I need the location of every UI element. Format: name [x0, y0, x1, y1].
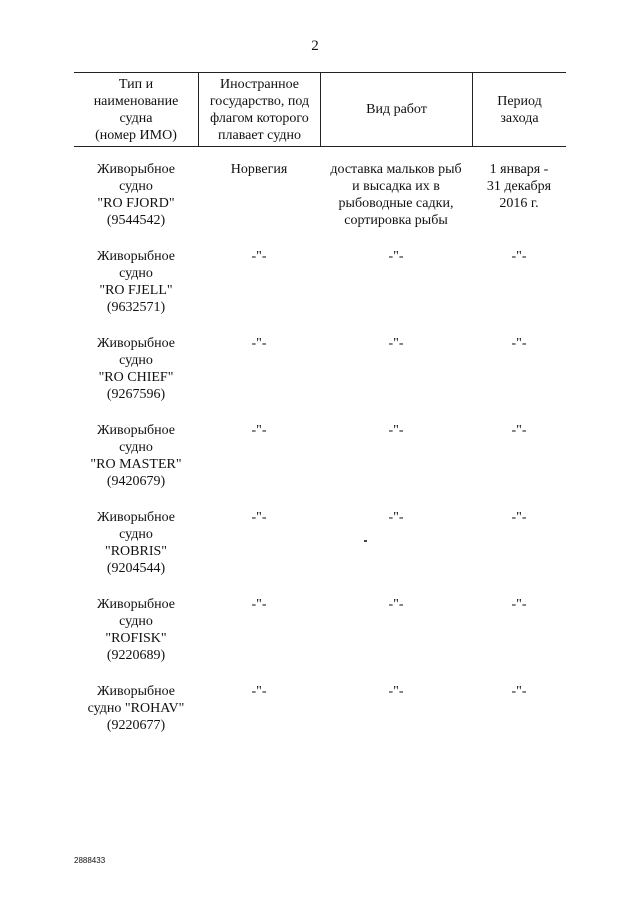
vessel-cell: Живорыбное судно "ROBRIS" (9204544): [97, 510, 175, 576]
header-flag-state: Иностранное государство, под флагом которого плавает судно: [198, 73, 320, 146]
period-cell: -"-: [511, 510, 527, 525]
flag-state-cell: -"-: [251, 510, 267, 525]
header-work-type: Вид работ: [320, 73, 472, 146]
work-type-cell: -"-: [388, 249, 404, 264]
table-row: [74, 248, 566, 335]
period-cell: 1 января - 31 декабря 2016 г.: [486, 162, 552, 211]
vessel-cell: Живорыбное судно "RO MASTER" (9420679): [90, 423, 182, 489]
table-row: [74, 596, 566, 683]
work-type-cell: -"-: [388, 597, 404, 612]
vessel-cell: Живорыбное судно "RO FJORD" (9544542): [97, 162, 175, 228]
page-number: 2: [311, 38, 319, 54]
table-row: [74, 161, 566, 248]
table-row: [74, 335, 566, 422]
table-row: [74, 683, 566, 770]
period-cell: -"-: [511, 336, 527, 351]
table-row: [74, 509, 566, 596]
flag-state-cell: -"-: [251, 423, 267, 438]
flag-state-cell: Норвегия: [230, 162, 288, 177]
work-type-cell: -"-: [388, 510, 404, 525]
vessel-cell: Живорыбное судно "ROHAV" (9220677): [87, 684, 185, 733]
work-type-cell: -"-: [388, 336, 404, 351]
flag-state-cell: -"-: [251, 336, 267, 351]
work-type-cell: доставка мальков рыб и высадка их в рыбоводные садки, сортировка рыбы: [330, 162, 462, 228]
flag-state-cell: -"-: [251, 249, 267, 264]
table-header: [74, 72, 566, 147]
vessel-cell: Живорыбное судно "ROFISK" (9220689): [97, 597, 175, 663]
work-type-cell: -"-: [388, 684, 404, 699]
header-call-period: Период захода: [472, 73, 566, 146]
flag-state-cell: -"-: [251, 684, 267, 699]
period-cell: -"-: [511, 249, 527, 264]
document-code: 2888433: [74, 856, 106, 865]
vessel-cell: Живорыбное судно "RO FJELL" (9632571): [97, 249, 175, 315]
work-type-cell: -"-: [388, 423, 404, 438]
period-cell: -"-: [511, 423, 527, 438]
flag-state-cell: -"-: [251, 597, 267, 612]
table-row: [74, 422, 566, 509]
table-body: [74, 161, 566, 770]
scan-speck: [364, 540, 367, 542]
period-cell: -"-: [511, 597, 527, 612]
header-vessel-type: Тип и наименование судна (номер ИМО): [93, 76, 179, 143]
vessel-cell: Живорыбное судно "RO CHIEF" (9267596): [97, 336, 175, 402]
vessel-table: [74, 72, 566, 770]
period-cell: -"-: [511, 684, 527, 699]
